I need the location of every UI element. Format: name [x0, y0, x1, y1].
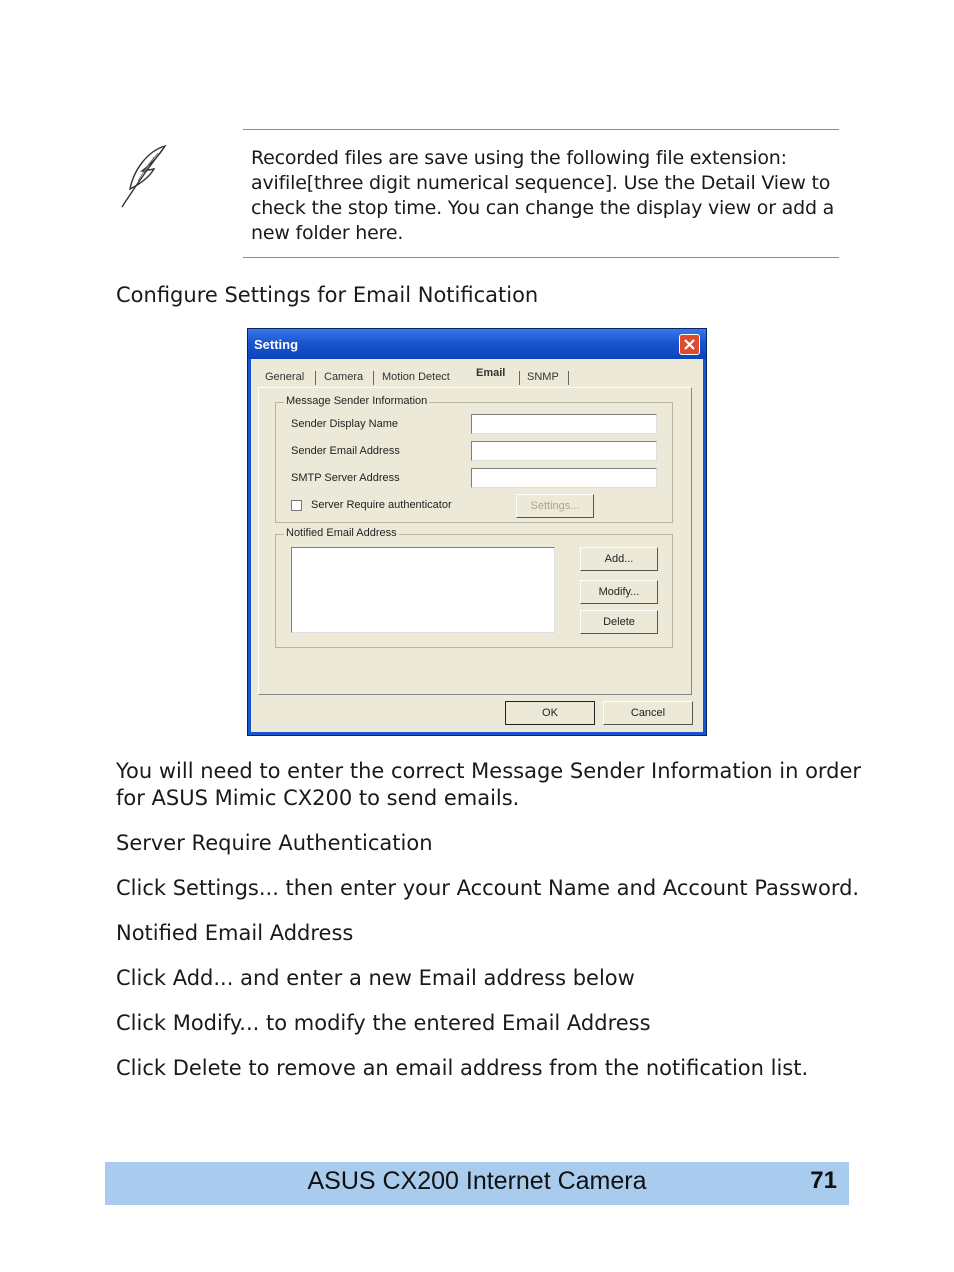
paragraph-server-auth-heading: Server Require Authentication — [116, 831, 433, 855]
server-require-auth-label: Server Require authenticator — [311, 499, 452, 511]
note-box — [243, 129, 839, 258]
close-button[interactable] — [679, 334, 700, 355]
tab-separator — [315, 371, 316, 385]
settings-button[interactable]: Settings... — [516, 494, 594, 518]
ok-button[interactable]: OK — [505, 701, 595, 725]
paragraph-click-add: Click Add... and enter a new Email address below — [116, 966, 635, 990]
paragraph-click-modify: Click Modify... to modify the entered Email Address — [116, 1011, 651, 1035]
sender-email-address-label: Sender Email Address — [291, 445, 400, 457]
dialog-title: Setting — [254, 337, 299, 352]
paragraph-click-settings: Click Settings... then enter your Account Name and Account Password. — [116, 876, 860, 900]
paragraph-sender-info — [116, 758, 861, 812]
smtp-server-address-label: SMTP Server Address — [291, 472, 400, 484]
tab-separator — [373, 371, 374, 385]
paragraph-click-delete: Click Delete to remove an email address from the notification list. — [116, 1056, 809, 1080]
server-require-auth-checkbox[interactable] — [291, 500, 302, 511]
paragraph-notified-heading: Notified Email Address — [116, 921, 354, 945]
tab-camera[interactable]: Camera — [324, 371, 364, 383]
dialog-border — [703, 359, 706, 735]
note-line: check the stop time. You can change the display view or add a — [251, 197, 835, 219]
cancel-button[interactable]: Cancel — [603, 701, 693, 725]
sender-email-address-input[interactable] — [471, 441, 657, 461]
notified-email-list[interactable] — [291, 547, 555, 633]
paragraph-line: You will need to enter the correct Message Sender Information in order — [116, 759, 862, 783]
sender-display-name-label: Sender Display Name — [291, 418, 398, 430]
close-icon — [683, 338, 696, 351]
tab-general[interactable]: General — [265, 371, 305, 383]
tab-snmp[interactable]: SNMP — [527, 371, 559, 383]
footer-title: ASUS CX200 Internet Camera — [307, 1167, 647, 1195]
tab-separator — [568, 371, 569, 385]
smtp-server-address-input[interactable] — [471, 468, 657, 488]
setting-dialog — [247, 328, 707, 736]
tab-separator — [519, 371, 520, 385]
page-number: 71 — [810, 1167, 837, 1194]
paragraph-line: for ASUS Mimic CX200 to send emails. — [116, 786, 520, 810]
delete-button[interactable]: Delete — [580, 610, 658, 634]
sender-display-name-input[interactable] — [471, 414, 657, 434]
group-label: Message Sender Information — [286, 395, 428, 407]
tab-email[interactable]: Email — [476, 367, 506, 379]
tab-motion-detect[interactable]: Motion Detect — [382, 371, 450, 383]
note-text — [251, 146, 835, 246]
modify-button[interactable]: Modify... — [580, 580, 658, 604]
add-button[interactable]: Add... — [580, 547, 658, 571]
note-feather-icon — [118, 143, 170, 211]
note-line: avifile[three digit numerical sequence]. Use the Detail View to — [251, 172, 831, 194]
section-heading: Configure Settings for Email Notification — [116, 283, 539, 307]
group-label: Notified Email Address — [286, 527, 397, 539]
dialog-border — [248, 359, 251, 735]
page-footer — [105, 1162, 849, 1205]
note-line: Recorded files are save using the following file extension: — [251, 147, 787, 169]
dialog-titlebar — [248, 329, 706, 359]
dialog-border — [248, 732, 706, 735]
note-line: new folder here. — [251, 222, 404, 244]
